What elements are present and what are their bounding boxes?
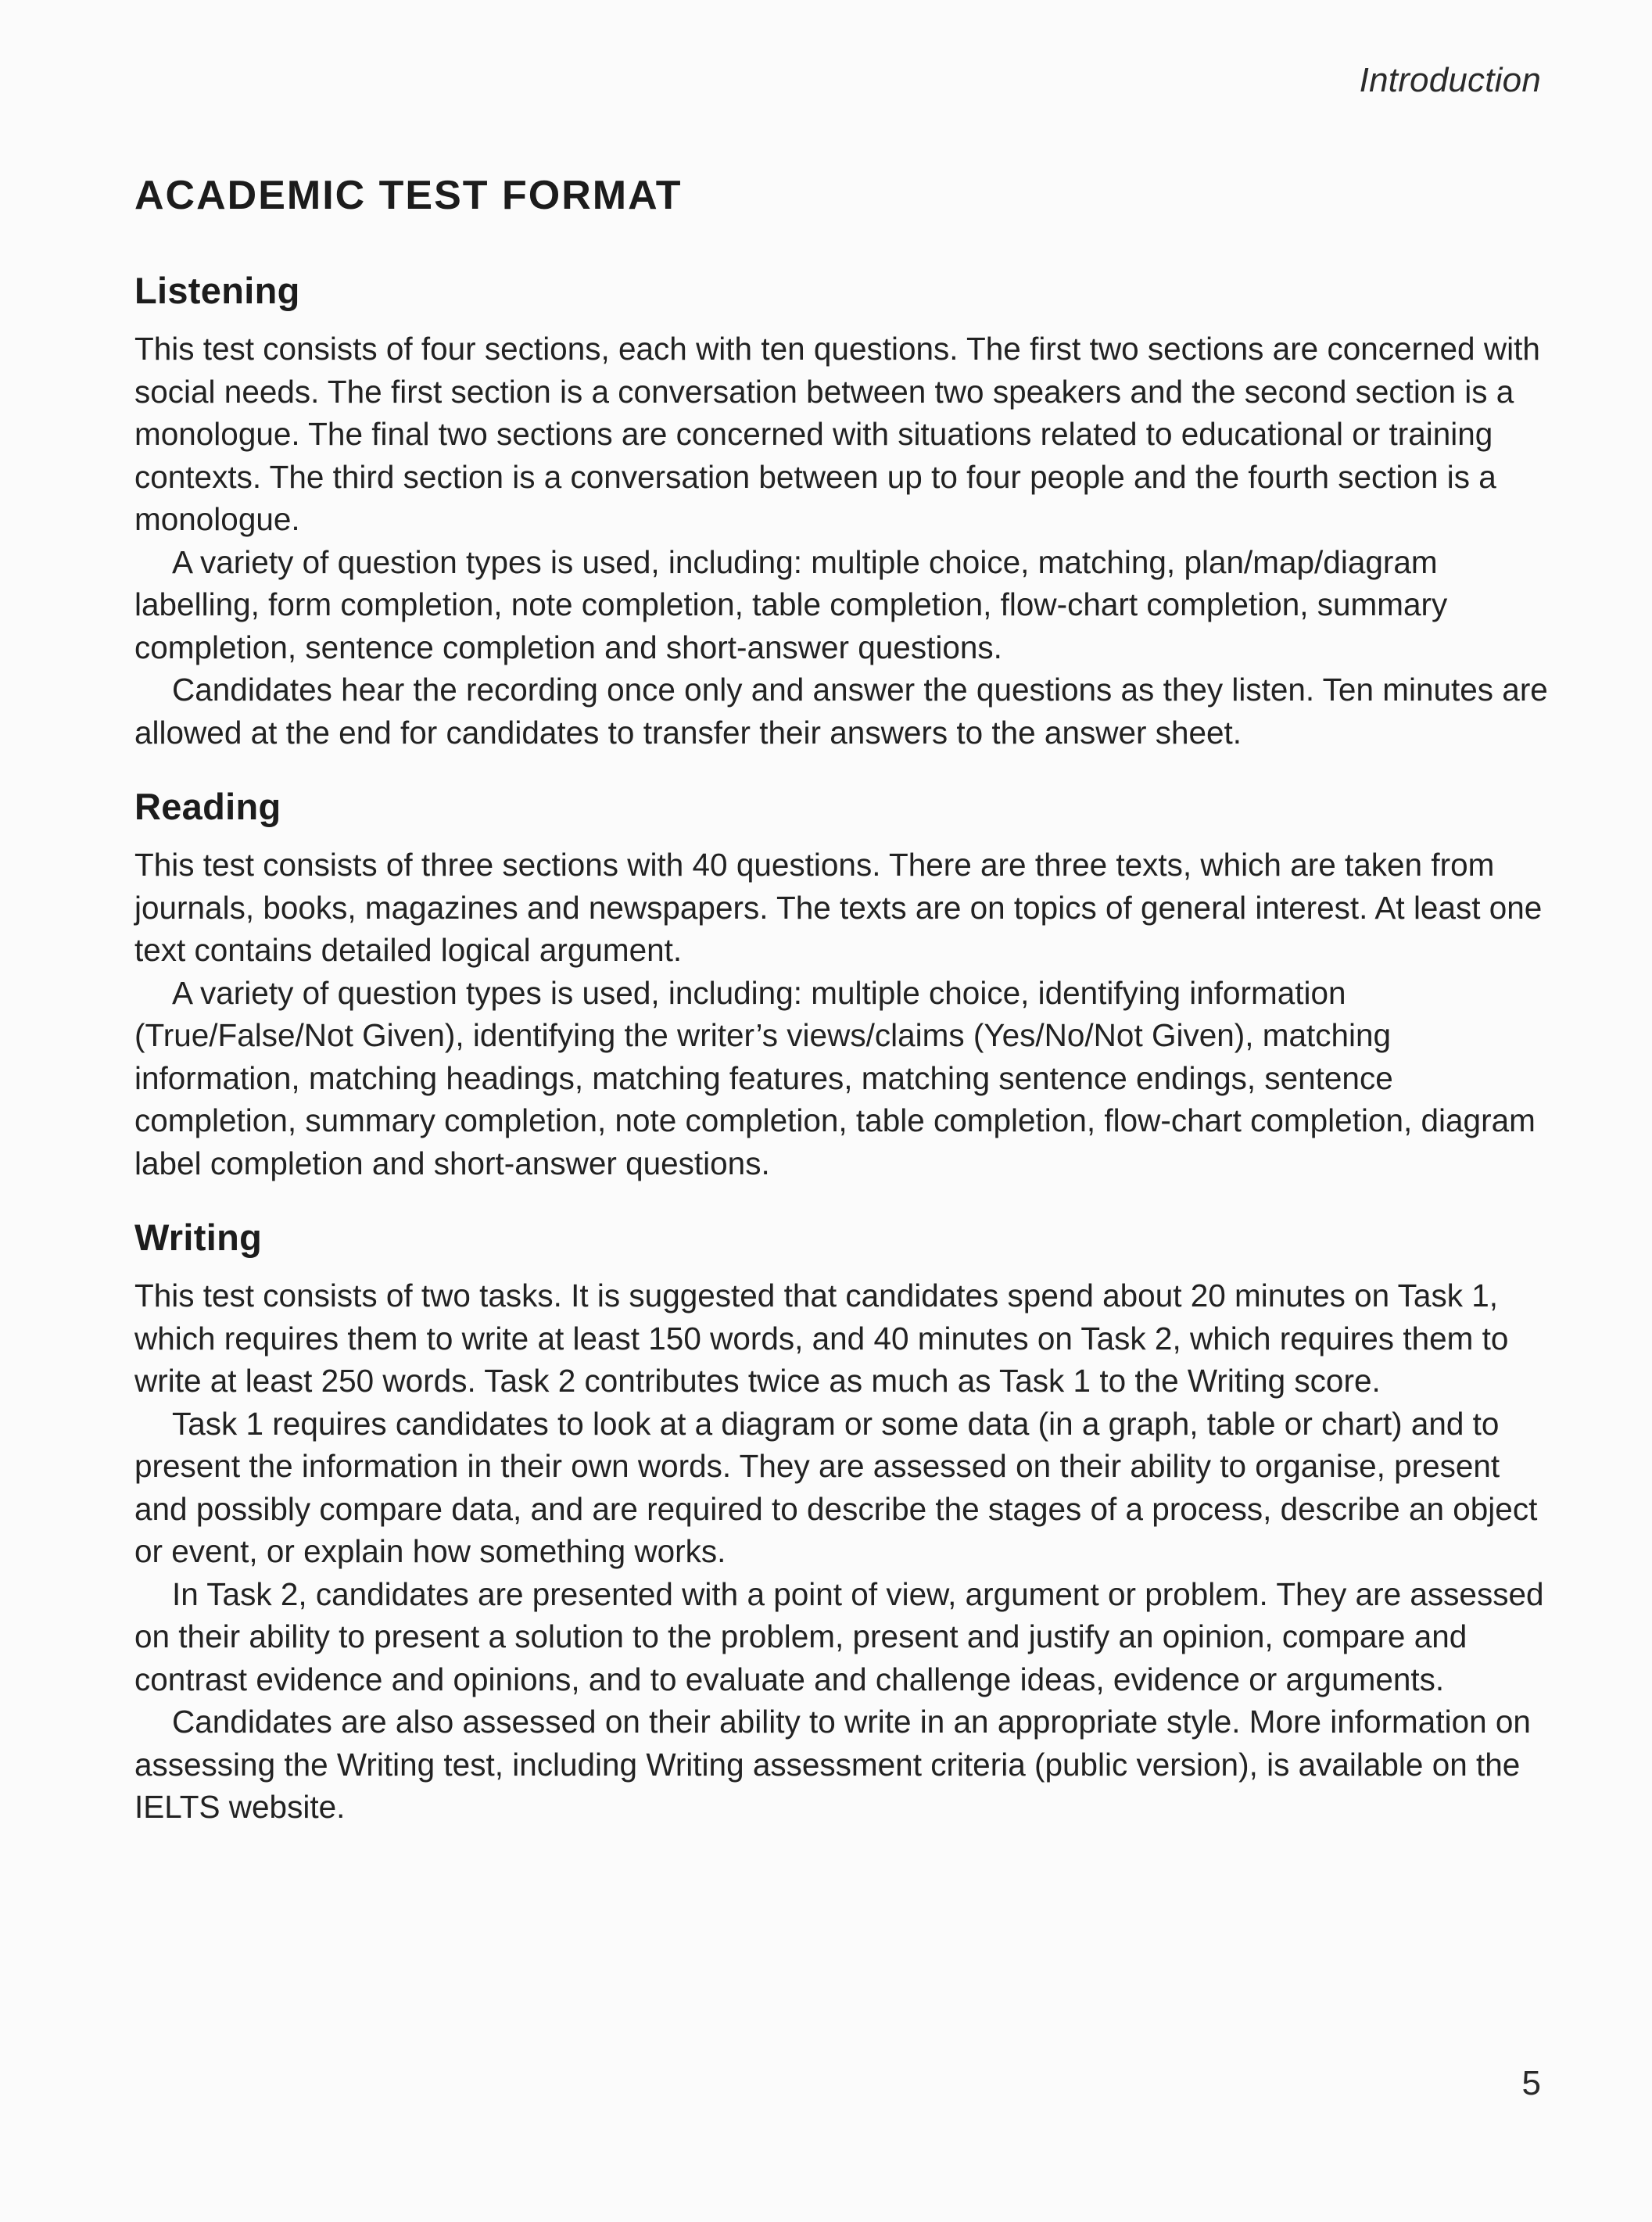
page-title: ACADEMIC TEST FORMAT xyxy=(134,173,683,218)
paragraph: A variety of question types is used, including: multiple choice, matching, plan/map/diagram labelling, form completion, note completion, table completion, flow-chart completion, summary completion, sentence completion and short-answer questions. xyxy=(134,543,1448,665)
page-number: 5 xyxy=(1521,2064,1541,2102)
paragraph: This test consists of two tasks. It is suggested that candidates spend about 20 minutes on Task 1, which requires them to write at least 150 words, and 40 minutes on Task 2, which requires them to write at least 250 words. Task 2 contributes twice as much as Task 1 to the Writing score. xyxy=(134,1278,1509,1399)
paragraph: Candidates hear the recording once only and answer the questions as they listen. Ten minutes are allowed at the end for candidates to transfer their answers to the answer sheet. xyxy=(134,672,1548,751)
page-content xyxy=(134,172,1550,1860)
section-reading xyxy=(134,785,1550,1184)
section-heading: Reading xyxy=(134,786,281,827)
section-heading: Listening xyxy=(134,270,300,311)
paragraph: This test consists of four sections, each with ten questions. The first two sections are concerned with social needs. The first section is a conversation between two speakers and the second section is a monologue. The final two sections are concerned with situations related to educational or training contexts. The third section is a conversation between up to four people and the fourth section is a monologue. xyxy=(134,331,1540,537)
section-listening xyxy=(134,269,1550,754)
section-heading: Writing xyxy=(134,1217,263,1258)
paragraph: A variety of question types is used, including: multiple choice, identifying information (True/False/Not Given), identifying the writer’s views/claims (Yes/No/Not Given), matching information, matching headings, matching features, matching sentence endings, sentence completion, summary completion, note completion, table completion, flow-chart completion, diagram label completion and short-answer questions. xyxy=(134,974,1536,1181)
paragraph: Candidates are also assessed on their ability to write in an appropriate style. More information on assessing the Writing test, including Writing assessment criteria (public version), is available on the IELTS website. xyxy=(134,1704,1531,1825)
paragraph: In Task 2, candidates are presented with a point of view, argument or problem. They are assessed on their ability to present a solution to the problem, present and justify an opinion, compare and contrast evidence and opinions, and to evaluate and challenge ideas, evidence or arguments. xyxy=(134,1575,1544,1697)
paragraph: Task 1 requires candidates to look at a diagram or some data (in a graph, table or chart) and to present the information in their own words. They are assessed on their ability to organise, present and possibly compare data, and are required to describe the stages of a process, describe an object or event, or explain how something works. xyxy=(134,1405,1538,1569)
paragraph: This test consists of three sections with 40 questions. There are three texts, which are taken from journals, books, magazines and newspapers. The texts are on topics of general interest. At least one text contains detailed logical argument. xyxy=(134,847,1543,968)
running-header: Introduction xyxy=(1359,61,1541,99)
section-writing xyxy=(134,1216,1550,1829)
